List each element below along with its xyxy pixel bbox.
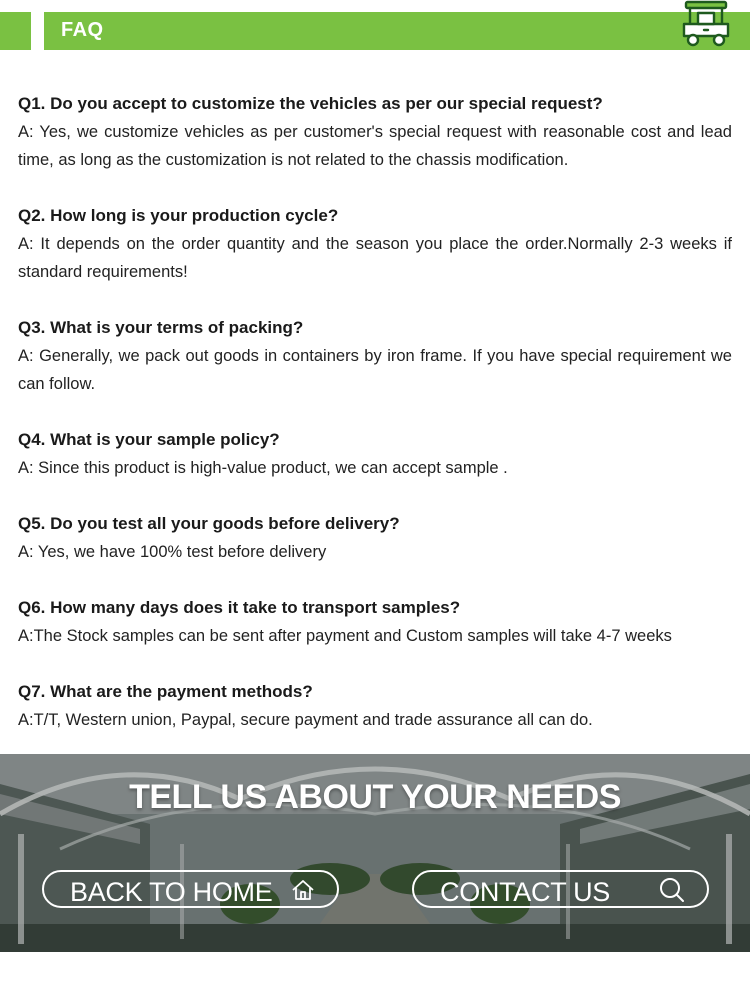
contact-us-label: CONTACT US	[440, 877, 611, 907]
golf-cart-icon	[678, 0, 734, 50]
faq-question: Q2. How long is your production cycle?	[18, 206, 339, 225]
faq-question: Q6. How many days does it take to transport samples?	[18, 598, 461, 617]
home-icon	[290, 878, 316, 902]
header-bar	[44, 12, 750, 50]
faq-item	[18, 426, 732, 482]
header-accent-block	[0, 12, 31, 50]
faq-answer: A: Since this product is high-value product, we can accept sample .	[18, 459, 508, 477]
faq-answer: A:The Stock samples can be sent after payment and Custom samples will take 4-7 weeks	[18, 627, 672, 645]
faq-item	[18, 314, 732, 398]
faq-question: Q5. Do you test all your goods before delivery?	[18, 514, 400, 533]
faq-item	[18, 594, 732, 650]
back-to-home-button[interactable]	[42, 870, 339, 908]
faq-item	[18, 678, 732, 734]
faq-title: FAQ	[61, 19, 104, 41]
faq-question: Q1. Do you accept to customize the vehicles as per our special request?	[18, 94, 603, 113]
back-to-home-label: BACK TO HOME	[70, 877, 273, 907]
contact-us-button[interactable]	[412, 870, 709, 908]
faq-item	[18, 90, 732, 174]
faq-answer: A: Yes, we have 100% test before delivery	[18, 543, 327, 561]
banner-title: TELL US ABOUT YOUR NEEDS	[129, 778, 621, 816]
faq-list	[18, 90, 732, 762]
faq-question: Q4. What is your sample policy?	[18, 430, 280, 449]
faq-item	[18, 202, 732, 286]
faq-item	[18, 510, 732, 566]
search-icon	[657, 876, 687, 904]
faq-question: Q3. What is your terms of packing?	[18, 318, 304, 337]
faq-answer: A: Yes, we customize vehicles as per customer's special request with reasonable cost and lead time, as long as the customization is not related to the chassis modification.	[18, 123, 732, 169]
faq-answer: A: Generally, we pack out goods in containers by iron frame. If you have special requirement we can follow.	[18, 347, 732, 393]
faq-answer: A:T/T, Western union, Paypal, secure payment and trade assurance all can do.	[18, 711, 593, 729]
faq-answer: A: It depends on the order quantity and the season you place the order.Normally 2-3 weeks if standard requirements!	[18, 235, 732, 281]
faq-question: Q7. What are the payment methods?	[18, 682, 313, 701]
contact-banner	[0, 754, 750, 952]
faq-header	[0, 12, 750, 50]
